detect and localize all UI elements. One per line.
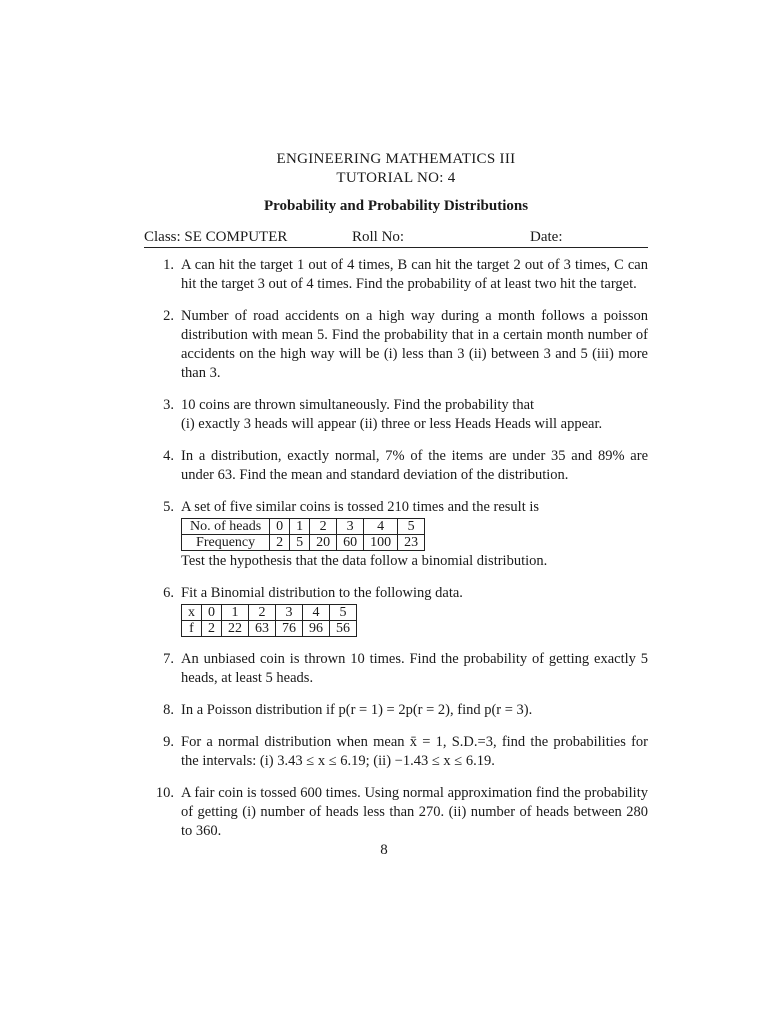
table-cell: 2 — [249, 605, 276, 621]
table-cell: 2 — [310, 519, 337, 535]
table-cell: 1 — [290, 519, 310, 535]
question-text: In a distribution, exactly normal, 7% of the items are under 35 and 89% are under 63. Find the mean and standard deviation of the distribution. — [181, 448, 648, 483]
table-row-header: x — [182, 605, 202, 621]
question-text: A set of five similar coins is tossed 210 times and the result is — [181, 499, 540, 515]
question-item — [144, 256, 648, 294]
table-row-header: f — [182, 621, 202, 637]
table-cell: 0 — [202, 605, 222, 621]
question-item — [144, 498, 648, 571]
page-number: 8 — [380, 842, 388, 858]
table-cell: 56 — [330, 621, 357, 637]
question-text-line: 10 coins are thrown simultaneously. Find the probability that — [181, 397, 535, 413]
topic-heading: Probability and Probability Distributions — [263, 198, 529, 214]
question-text: A fair coin is tossed 600 times. Using normal approximation find the probability of getting (i) number of heads less than 270. (ii) number of heads between 280 to 360. — [181, 785, 648, 839]
question-number: 1. — [163, 257, 174, 273]
class-label: Class: SE COMPUTER — [144, 229, 288, 245]
table-cell: 63 — [249, 621, 276, 637]
table-cell: 3 — [276, 605, 303, 621]
question-number: 8. — [163, 702, 174, 718]
question-text-line: (i) exactly 3 heads will appear (ii) three or less Heads Heads will appear. — [181, 416, 603, 432]
table-cell: 23 — [398, 535, 425, 551]
question-number: 10. — [155, 785, 174, 801]
question-text: For a normal distribution when mean x̄ = 1, S.D.=3, find the probabilities for the intervals: (i) 3.43 ≤ x ≤ 6.19; (ii) −1.43 ≤ x ≤ 6.19. — [181, 734, 648, 769]
date-label: Date: — [530, 229, 563, 245]
question-text: An unbiased coin is thrown 10 times. Find the probability of getting exactly 5 heads, at least 5 heads. — [181, 651, 648, 686]
question-item — [144, 307, 648, 383]
question-text: Test the hypothesis that the data follow a binomial distribution. — [181, 553, 548, 569]
table-cell: 2 — [270, 535, 290, 551]
table-cell: 5 — [290, 535, 310, 551]
question-number: 9. — [163, 734, 174, 750]
question-number: 4. — [163, 448, 174, 464]
question-number: 6. — [163, 585, 174, 601]
table-cell: 76 — [276, 621, 303, 637]
binomial-data-table — [181, 604, 357, 637]
table-cell: 20 — [310, 535, 337, 551]
course-title: ENGINEERING MATHEMATICS III — [276, 151, 516, 167]
question-item — [144, 447, 648, 485]
tutorial-number: TUTORIAL NO: 4 — [336, 170, 456, 186]
table-cell: 5 — [330, 605, 357, 621]
question-number: 2. — [163, 308, 174, 324]
question-number: 7. — [163, 651, 174, 667]
table-cell: 60 — [337, 535, 364, 551]
question-number: 5. — [163, 499, 174, 515]
table-row — [182, 605, 357, 621]
question-item — [144, 396, 648, 434]
question-number: 3. — [163, 397, 174, 413]
table-row-header: Frequency — [182, 535, 270, 551]
table-cell: 4 — [303, 605, 330, 621]
question-text: Number of road accidents on a high way during a month follows a poisson distribution with mean 5. Find the probability that in a certain month number of accidents on the high way will be (i) less than 3 (ii) between 3 and 5 (iii) more than 3. — [181, 308, 648, 381]
table-row-header: No. of heads — [182, 519, 270, 535]
table-cell: 3 — [337, 519, 364, 535]
question-item — [144, 733, 648, 771]
question-text: Fit a Binomial distribution to the following data. — [181, 585, 463, 601]
table-cell: 96 — [303, 621, 330, 637]
table-cell: 0 — [270, 519, 290, 535]
question-item — [144, 650, 648, 688]
tutorial-sheet — [144, 150, 648, 854]
table-row — [182, 621, 357, 637]
table-cell: 2 — [202, 621, 222, 637]
table-cell: 22 — [222, 621, 249, 637]
table-row — [182, 535, 425, 551]
question-text: A can hit the target 1 out of 4 times, B can hit the target 2 out of 3 times, C can hit the target 3 out of 4 times. Find the probability of at least two hit the target. — [181, 257, 648, 292]
question-item — [144, 784, 648, 841]
table-row — [182, 519, 425, 535]
student-info-line — [144, 229, 648, 248]
table-cell: 4 — [364, 519, 398, 535]
question-item — [144, 701, 648, 720]
question-item — [144, 584, 648, 637]
table-cell: 1 — [222, 605, 249, 621]
table-cell: 100 — [364, 535, 398, 551]
table-cell: 5 — [398, 519, 425, 535]
question-list — [144, 256, 648, 841]
roll-no-label: Roll No: — [352, 229, 405, 245]
coin-frequency-table — [181, 518, 425, 551]
question-text: In a Poisson distribution if p(r = 1) = 2p(r = 2), find p(r = 3). — [181, 702, 533, 718]
